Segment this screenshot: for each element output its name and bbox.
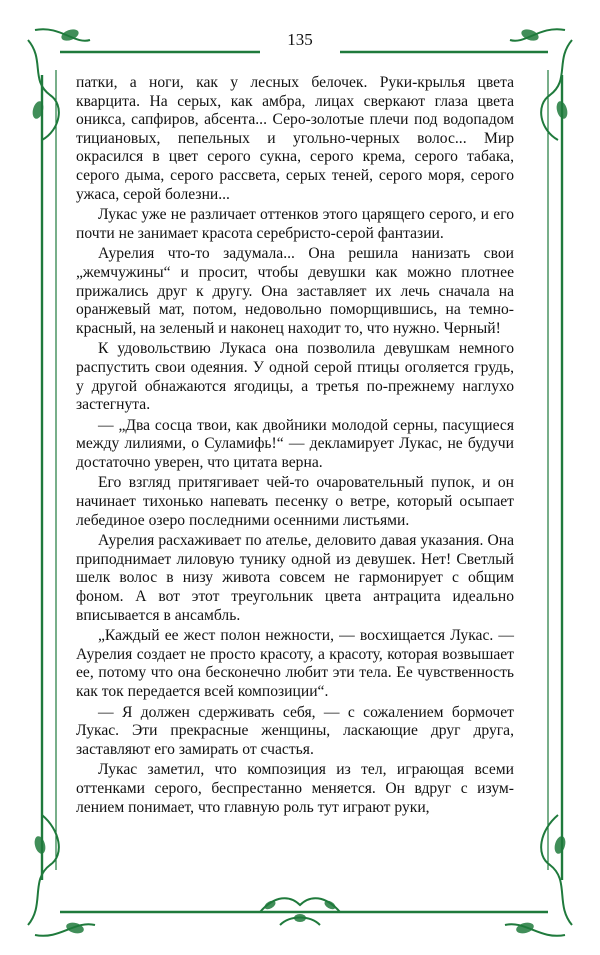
paragraph: патки, а ноги, как у лесных белочек. Руки-крылья цвета кварцита. На серых, как амбра, лицах сверкают глаза цвета оникса, сапфиров, абсента... Серо-золотые плечи под водопадом тициановых, пепельных и угольно-черных волос... Мир окрасился в цвет серого сукна, серого крема, серого табака, серого дыма, серого рассвета, серых теней, серого моря, серого ужаса, серой болезни... bbox=[76, 74, 514, 203]
paragraph: Аурелия расхаживает по ателье, деловито давая указания. Она приподнимает лиловую тунику одной из девушек. Нет! Светлый шелк волос в низу живота совсем не гармонирует с общим фоном. А вот этот треугольник цвета антрацита идеально вписывается в ансамбль. bbox=[76, 532, 514, 624]
vine-top-left bbox=[28, 40, 59, 140]
body-text bbox=[76, 74, 514, 819]
page-number: 135 bbox=[287, 30, 313, 49]
vine-top-right bbox=[541, 40, 572, 140]
paragraph: — Я должен сдерживать себя, — с сожалением бормочет Лукас. Эти прекрасные женщины, ласкающие друг друга, заставляют его замирать от счастья. bbox=[76, 703, 514, 758]
paragraph: Лукас уже не различает оттенков этого царящего серого, и его почти не занимает красота серебристо-серой фантазии. bbox=[76, 206, 514, 242]
paragraph: „Каждый ее жест полон нежности, — восхищается Лукас. — Аурелия создает не просто красоту, а красоту, которая возвышает ее, потому что она бесконечно любит эти тела. Ее чувственность как ток передается всей композиции“. bbox=[76, 627, 514, 700]
paragraph: Аурелия что-то задумала... Она решила нанизать свои „жемчужины“ и просит, чтобы девушки как можно плотнее прижались друг к другу. Она заставляет их лечь сначала на оранжевый мат, потом, недовольно поморщившись, на темно-красный, на зеленый и наконец находит то, что нужно. Черный! bbox=[76, 245, 514, 337]
paragraph: Его взгляд притягивает чей-то очаровательный пупок, и он начинает тихонько напевать песенку о ветре, который осыпает лебединое озеро последними осенними листьями. bbox=[76, 474, 514, 529]
paragraph: — „Два сосца твои, как двойники молодой серны, пасущиеся между лилиями, о Суламифь!“ — декламирует Лукас, не будучи достаточно уверен, что цитата верна. bbox=[76, 416, 514, 471]
paragraph: К удовольствию Лукаса она позволила девушкам немного распустить свои одеяния. У одной серой птицы оголяется грудь, у другой обнажаются ягодицы, а третья по-прежнему наглухо застегнута. bbox=[76, 340, 514, 414]
vine-bottom-right bbox=[541, 815, 572, 925]
paragraph: Лукас заметил, что композиция из тел, играющая всеми оттенками серого, беспрестанно меняется. Он вдруг с изумлением понимает, что главную роль тут играют руки, bbox=[76, 761, 514, 816]
vine-bottom-left bbox=[28, 815, 59, 925]
